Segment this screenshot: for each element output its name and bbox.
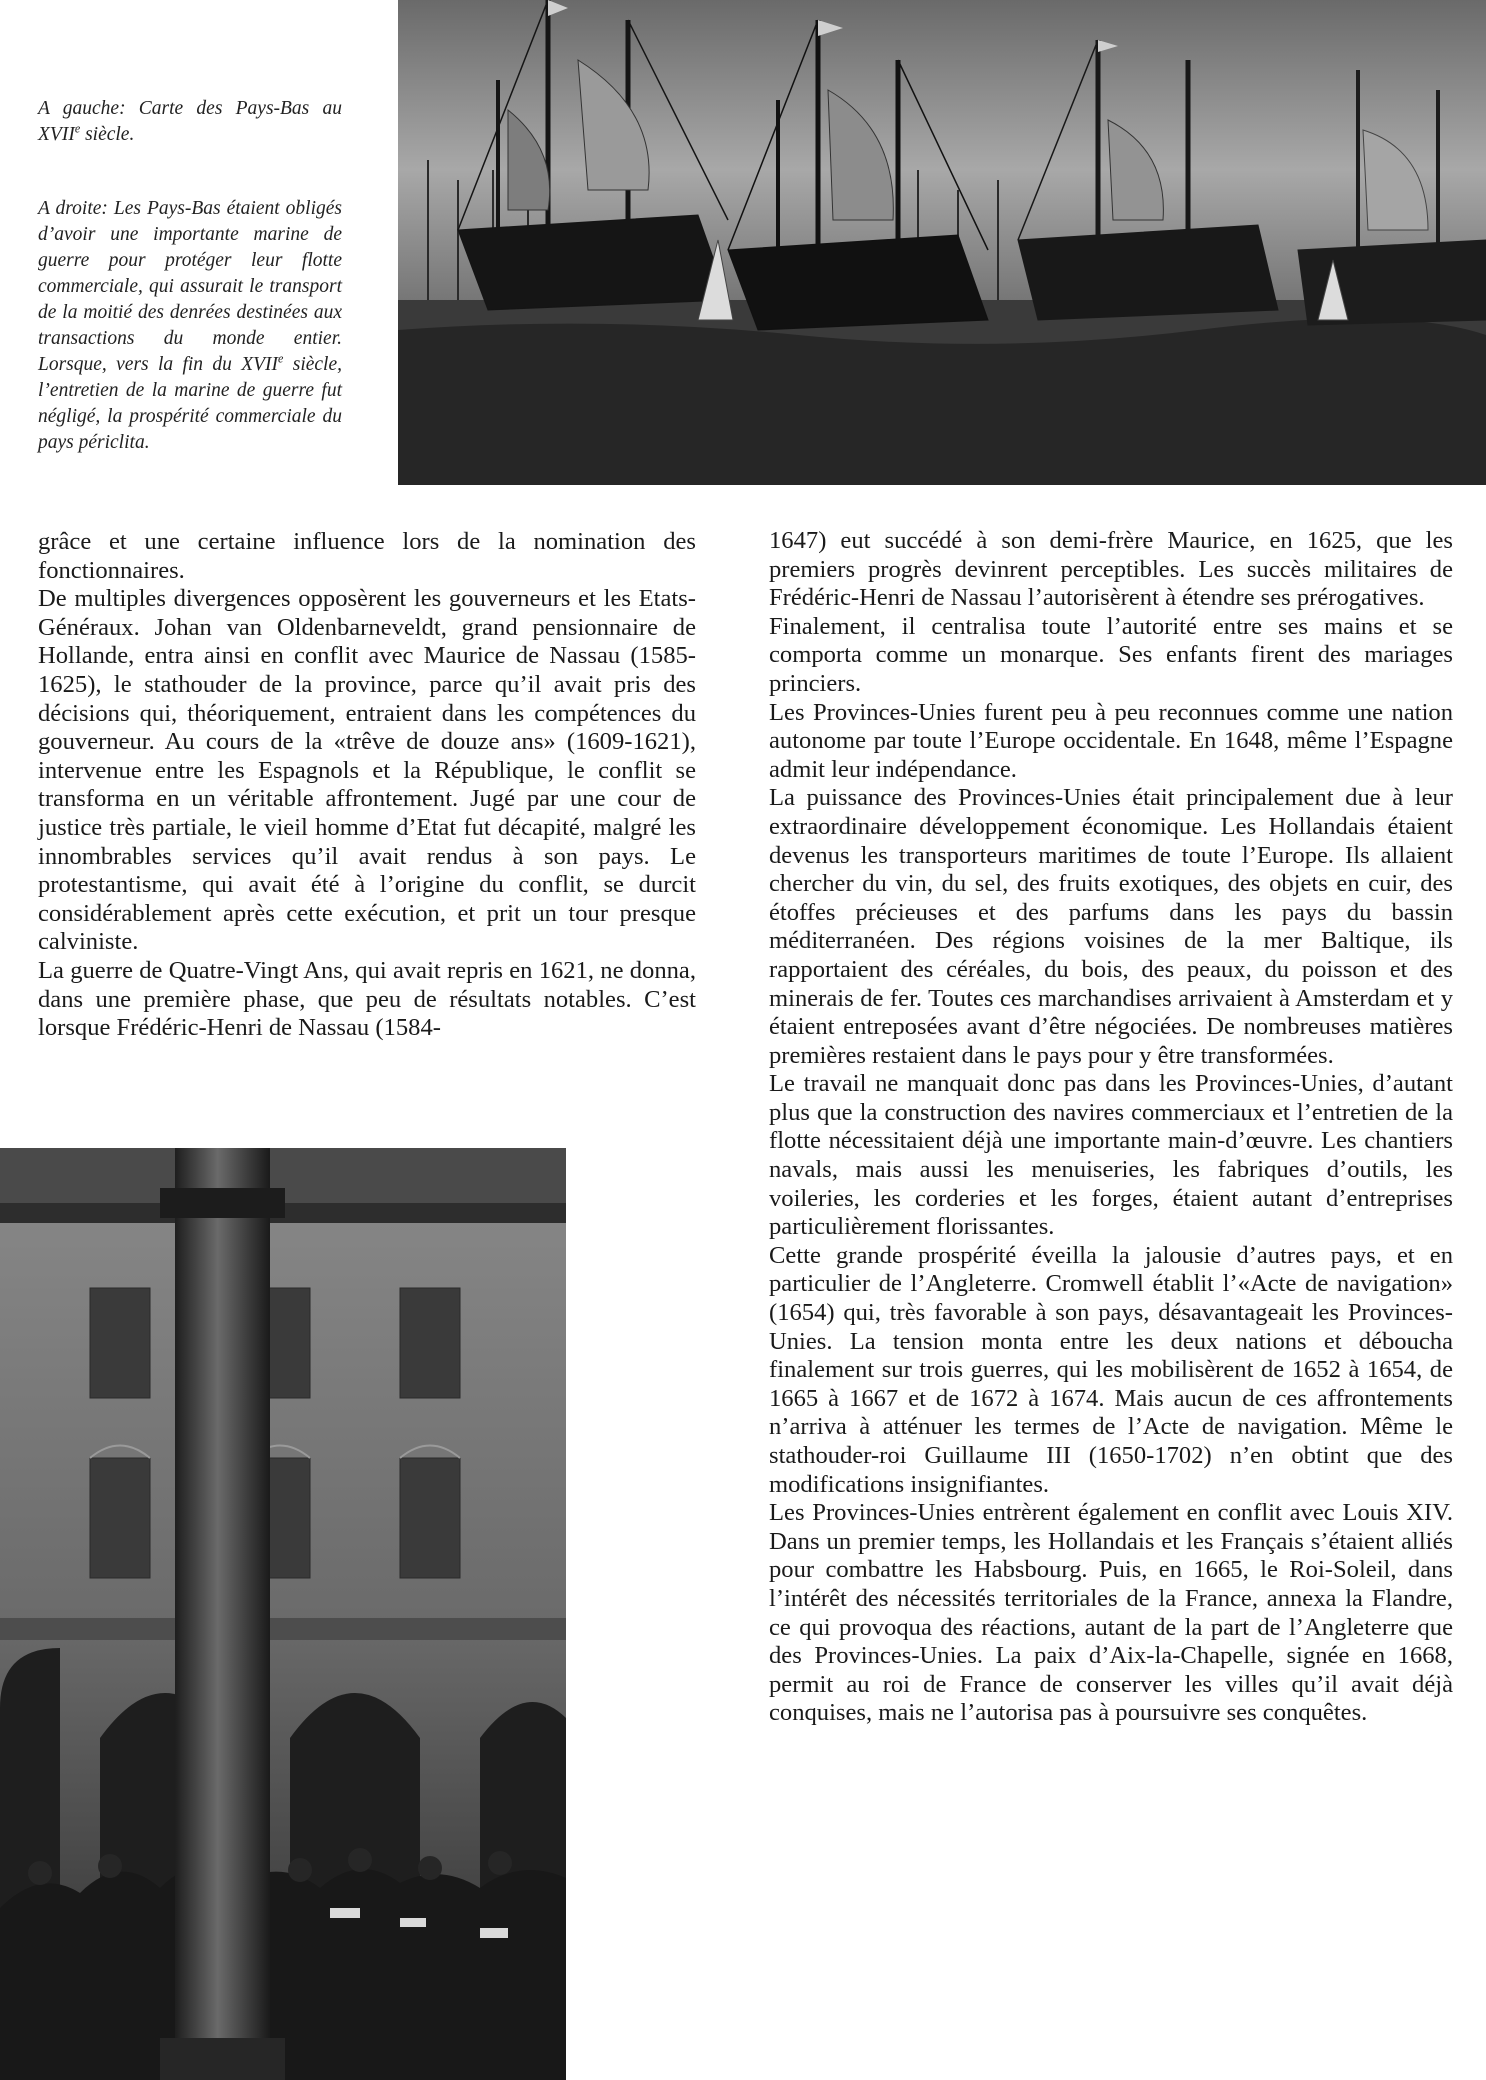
right-column <box>769 527 1453 1728</box>
caption-map-text <box>38 96 342 148</box>
caption-ships-part1: A droite: Les Pays-Bas étaient obligés d’avoir une importante marine de guerre pour protéger leur flotte commerciale, qui assurait le transport de la moitié des denrées destinées aux transactions du monde entier. Lorsque, vers la fin du XVII <box>38 198 342 375</box>
left-column <box>38 528 696 1043</box>
caption-ships-sup: e <box>278 351 284 366</box>
ships-painting <box>398 0 1486 485</box>
right-paragraph-1: 1647) eut succédé à son demi-frère Maurice, en 1625, que les premiers progrès devinrent perceptibles. Les succès militaires de Frédéric-Henri de Nassau l’autorisèrent à étendre ses prérogatives. <box>769 527 1453 612</box>
courtyard-painting-svg <box>0 1148 566 2080</box>
right-paragraph-4: La puissance des Provinces-Unies était principalement due à leur extraordinaire développement économique. Les Hollandais étaient devenus les transporteurs maritimes de toute l’Europe. Ils allaient chercher du vin, du sel, des fruits exotiques, des objets en cuir, des étoffes précieuses et des parfums dans les pays du bassin méditerranéen. Des régions voisines de la mer Baltique, ils rapportaient des céréales, du bois, des peaux, du poisson et des minerais de fer. Toutes ces marchandises arrivaient à Amsterdam et y étaient entreposées avant d’être négociées. De nombreuses matières premières restaient dans le pays pour y être transformées. <box>769 784 1453 1069</box>
caption-map-suffix: siècle. <box>80 124 135 145</box>
left-paragraph-2: De multiples divergences opposèrent les gouverneurs et les Etats-Généraux. Johan van Oldenbarneveldt, grand pensionnaire de Hollande, entra ainsi en conflit avec Maurice de Nassau (1585-1625), le stathouder de la province, parce qu’il avait pris des décisions qui, théoriquement, entraient dans les compétences du gouverneur. Au cours de la «trêve de douze ans» (1609-1621), intervenue entre les Espagnols et la République, le conflit se transforma en un véritable affrontement. Jugé par une cour de justice très partiale, le vieil homme d’Etat fut décapité, malgré les innombrables services qu’il avait rendus à son pays. Le protestantisme, qui avait été à l’origine du conflit, se durcit considérablement après cette exécution, et prit un tour presque calviniste. <box>38 585 696 956</box>
ships-painting-svg <box>398 0 1486 485</box>
left-paragraph-1: grâce et une certaine influence lors de la nomination des fonctionnaires. <box>38 528 696 584</box>
left-paragraph-3: La guerre de Quatre-Vingt Ans, qui avait repris en 1621, ne donna, dans une première phase, que peu de résultats notables. C’est lorsque Frédéric-Henri de Nassau (1584- <box>38 956 696 1042</box>
right-paragraph-5: Le travail ne manquait donc pas dans les Provinces-Unies, d’autant plus que la construction des navires commerciaux et l’entretien de la flotte nécessitaient déjà une importante main-d’œuvre. Les chantiers navals, mais aussi les menuiseries, les fabriques d’outils, les voileries, les corderies et les forges, étaient autant d’entreprises particulièrement florissantes. <box>769 1070 1453 1241</box>
caption-map-prefix: A gauche: Carte des Pays-Bas au XVII <box>38 98 342 145</box>
right-paragraph-7: Les Provinces-Unies entrèrent également en conflit avec Louis XIV. Dans un premier temps, les Hollandais et les Français s’étaient alliés pour combattre les Habsbourg. Puis, en 1665, le Roi-Soleil, dans l’intérêt des nécessités territoriales de la France, annexa la Flandre, ce qui provoqua des réactions, autant de la part de l’Angleterre que des Provinces-Unies. La paix d’Aix-la-Chapelle, signée en 1668, permit au roi de France de conserver les villes qu’il avait déjà conquises, mais ne l’autorisa pas à poursuivre ses conquêtes. <box>769 1499 1453 1727</box>
right-paragraph-2: Finalement, il centralisa toute l’autorité entre ses mains et se comporta comme un monarque. Ses enfants firent des mariages princiers. <box>769 612 1453 697</box>
courtyard-painting <box>0 1148 566 2080</box>
caption-map-sup: e <box>74 121 81 136</box>
caption-ships-part2: siècle, l’entretien de la marine de guerre fut négligé, la prospérité commerciale du pays périclita. <box>38 354 343 453</box>
caption-map <box>38 96 342 148</box>
right-paragraph-3: Les Provinces-Unies furent peu à peu reconnues comme une nation autonome par toute l’Europe occidentale. En 1648, même l’Espagne admit leur indépendance. <box>769 698 1453 783</box>
captions <box>38 96 342 456</box>
caption-ships <box>38 196 342 456</box>
caption-ships-text <box>38 196 342 456</box>
right-paragraph-6: Cette grande prospérité éveilla la jalousie d’autres pays, et en particulier de l’Angleterre. Cromwell établit l’«Acte de navigation» (1654) qui, très favorable à son pays, désavantageait les Provinces-Unies. La tension monta entre les deux nations et déboucha finalement sur trois guerres, qui les mobilisèrent de 1652 à 1654, de 1665 à 1667 et de 1672 à 1674. Mais aucun de ces affrontements n’arriva à atténuer les termes de l’Acte de navigation. Même le stathouder-roi Guillaume III (1650-1702) n’en obtint que des modifications insignifiantes. <box>769 1241 1453 1498</box>
